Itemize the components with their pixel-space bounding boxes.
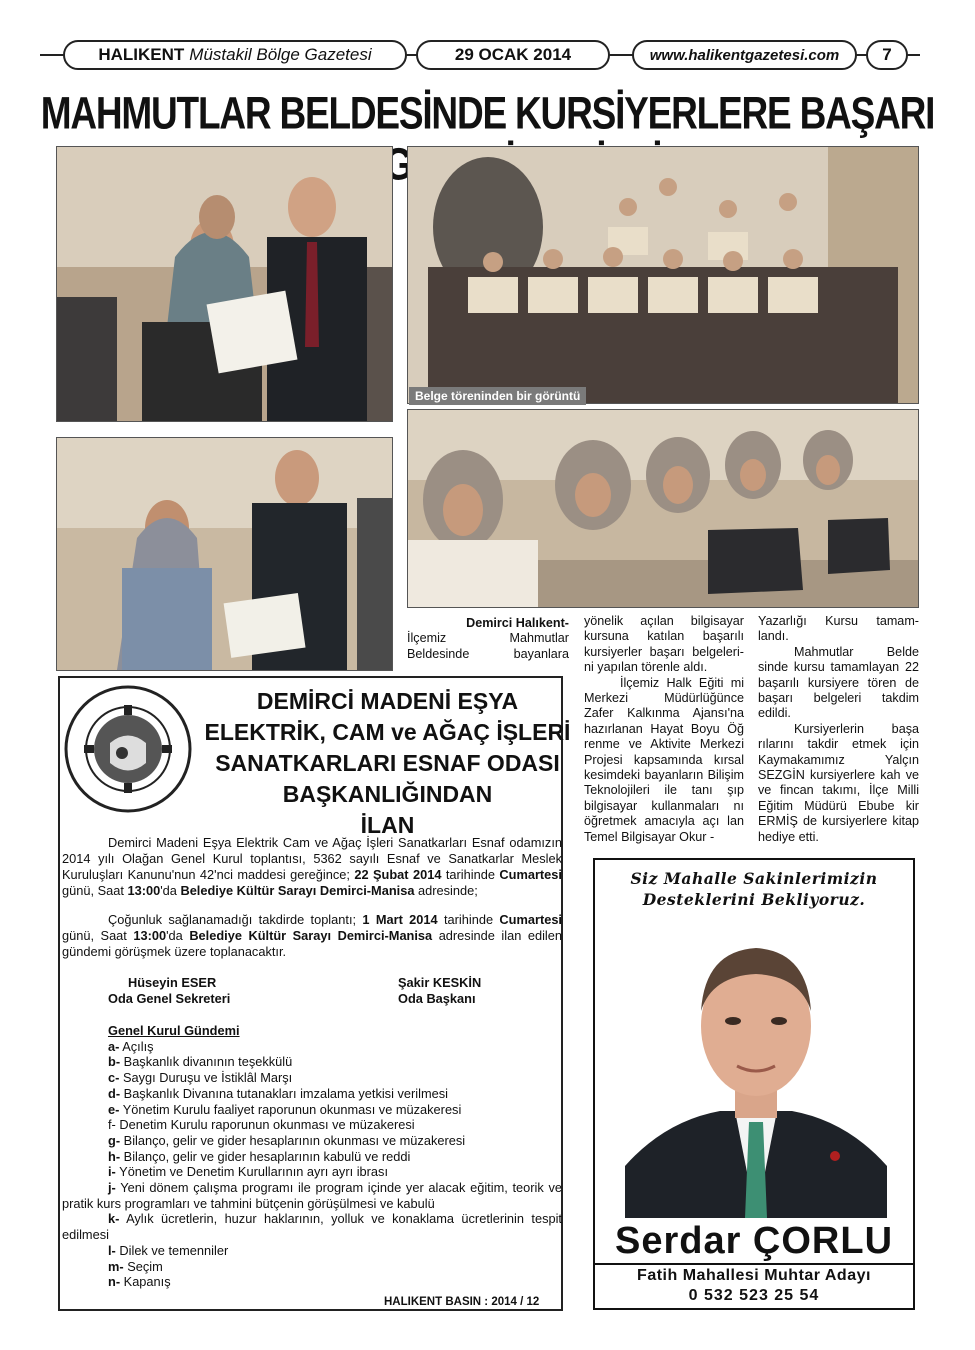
- page-number: 7: [882, 45, 892, 64]
- agenda-item: d- Başkanlık Divanına tutanakları imzalama yetkisi verilmesi: [108, 1085, 448, 1101]
- agenda-item: a- Açılış: [108, 1038, 154, 1054]
- agenda-item: c- Saygı Duruşu ve İstiklâl Marşı: [108, 1070, 293, 1086]
- article-dateline: Demirci Halıkent-: [466, 616, 569, 630]
- candidate-ad: [593, 858, 915, 1310]
- agenda-list: [62, 1023, 562, 1290]
- notice-title: [195, 686, 580, 841]
- notice-paragraph-2: Çoğunluk sağlanamadığı takdirde toplantı; 1 Mart 2014 tarihinde Cumartesi günü, Saat 13:00'da Belediye Kültür Sarayı Demirci-Manisa adresinde ilan edilen gündemi görüşmek üzere toplanacaktır.: [62, 912, 562, 959]
- website-link[interactable]: www.halikentgazetesi.com: [649, 47, 840, 64]
- notice-title-line-2: ELEKTRİK, CAM ve AĞAÇ İŞLERİ: [204, 719, 571, 745]
- candidate-position: Fatih Mahallesi Muhtar Adayı: [637, 1267, 871, 1284]
- page-number-pill: [866, 40, 908, 70]
- notice-title-line-5: İLAN: [360, 812, 415, 838]
- secretary-name: Hüseyin ESER: [128, 975, 217, 990]
- agenda-item: f- Denetim Kurulu raporunun okunması ve müzakeresi: [108, 1117, 415, 1133]
- article-col3-p3: Kursiyerlerin başa rılarını takdir etmek için Kaymakamımız Yalçın SEZGİN kursiyerlere kah ve ve fincan takımı, İlçe Milli Eğitim Müdürü Ebube kir ERMİŞ de kursiyerlere kitap hediye etti.: [758, 721, 919, 844]
- notice-title-line-4: BAŞKANLIĞINDAN: [282, 781, 493, 807]
- photo-certificate-handover-2: [56, 437, 393, 671]
- candidate-portrait: [625, 916, 887, 1218]
- issue-date: 29 OCAK 2014: [454, 45, 572, 64]
- notice-paragraph-1: Demirci Madeni Eşya Elektrik Cam ve Ağaç İşleri Sanatkarları Esnaf odamızın 2014 yılı Olağan Genel Kurul toplantısı, 5362 sayılı Esnaf ve Sanatkarlar Meslek Kuruluşları Kanunu'nun 42'nci maddesi gereğince; 22 Şubat 2014 tarihinde Cumartesi günü, Saat 13:00'da Belediye Kültür Sarayı Demirci-Manisa adresinde;: [62, 835, 562, 898]
- article-col1-text: İlçemiz Mahmutlar Beldesinde bayanlara: [407, 631, 569, 661]
- agenda-item: g- Bilanço, gelir ve gider hesaplarının okunması ve müzakeresi: [108, 1132, 466, 1148]
- chamber-seal-logo: [62, 683, 194, 815]
- article-col2-p1: yönelik açılan bilgisayar kursuna katılan başarılı kursiyerler başarı belgeleri- ni yapılan törenle aldı.: [584, 614, 744, 675]
- president-title: Oda Başkanı: [398, 991, 476, 1006]
- slogan-line-1: Siz Mahalle Sakinlerimizin: [630, 869, 878, 888]
- photo-computer-class: [407, 409, 919, 608]
- candidate-name-rule: [595, 1263, 913, 1265]
- paper-subtitle: Müstakil Bölge Gazetesi: [189, 45, 372, 64]
- website-pill[interactable]: [632, 40, 857, 70]
- candidate-slogan: [595, 868, 913, 910]
- candidate-phone: 0 532 523 25 54: [688, 1287, 820, 1304]
- date-pill: [416, 40, 610, 70]
- notice-title-line-3: SANATKARLARI ESNAF ODASI: [215, 750, 560, 776]
- notice-title-line-1: DEMİRCİ MADENİ EŞYA: [256, 688, 519, 714]
- agenda-item: m- Seçim: [108, 1258, 163, 1274]
- photo-certificate-handover: [56, 146, 393, 422]
- article-col3-p1: Yazarlığı Kursu tamam- landı.: [758, 614, 919, 644]
- article-column-2: [584, 614, 744, 845]
- agenda-item: i- Yönetim ve Denetim Kurullarının ayrı ayrı ibrası: [108, 1164, 388, 1180]
- agenda-item: h- Bilanço, gelir ve gider hesaplarının kabulü ve reddi: [108, 1148, 411, 1164]
- agenda-item: e- Yönetim Kurulu faaliyet raporunun okunması ve müzakeresi: [108, 1101, 462, 1117]
- agenda-item: l- Dilek ve temenniler: [108, 1242, 229, 1258]
- masthead-pill: [63, 40, 407, 70]
- secretary-title: Oda Genel Sekreteri: [108, 991, 231, 1006]
- article-col3-p2: Mahmutlar Belde sinde kursu tamamlayan 22 başarılı kursiyere tören de başarı belgeleri takdim edildi.: [758, 644, 919, 721]
- notice-footer: HALIKENT BASIN : 2014 / 12: [384, 1296, 540, 1308]
- agenda-item: n- Kapanış: [108, 1274, 171, 1290]
- president-name: Şakir KESKİN: [398, 975, 482, 990]
- agenda-item: j- Yeni dönem çalışma programı ile program içinde yer alacak eğitim, teorik ve pratik kurs programları ve tahmini bütçenin görüşülmesi ve kabulü: [62, 1180, 562, 1211]
- candidate-name: Serdar ÇORLU: [614, 1220, 894, 1262]
- agenda-item: b- Başkanlık divanının teşekkülü: [108, 1054, 293, 1070]
- photo-caption: Belge töreninden bir görüntü: [409, 387, 586, 405]
- paper-name: HALIKENT: [98, 45, 185, 64]
- headline: MAHMUTLAR BELDESİNDE KURSİYERLERE BAŞARI: [40, 88, 935, 139]
- photo-group-ceremony: [407, 146, 919, 404]
- signature-secretary: [108, 975, 230, 1007]
- article-column-3: [758, 614, 919, 845]
- article-col2-p2: İlçemiz Halk Eğiti mi Merkezi Müdürlüğünce Zafer Kalkınma Ajansı'na hazırlanan Hayat Boyu Öğ renme ve Aktivite Merkezi Projesi kapsamında kırsal kesimdeki bayanların Bilişim Teknolojileri ile tanı şıp bilgisayar kullanmaları nı öğretmek amacıyla açı lan Temel Bilgisayar Okur -: [584, 675, 744, 844]
- agenda-item: k- Aylık ücretlerin, huzur haklarının, yolluk ve konaklama ücretlerinin tespit edilmesi: [62, 1211, 562, 1243]
- agenda-title: Genel Kurul Gündemi: [108, 1023, 240, 1038]
- article-column-1: [407, 616, 569, 662]
- signature-president: [398, 975, 481, 1007]
- slogan-line-2: Desteklerini Bekliyoruz.: [642, 890, 866, 909]
